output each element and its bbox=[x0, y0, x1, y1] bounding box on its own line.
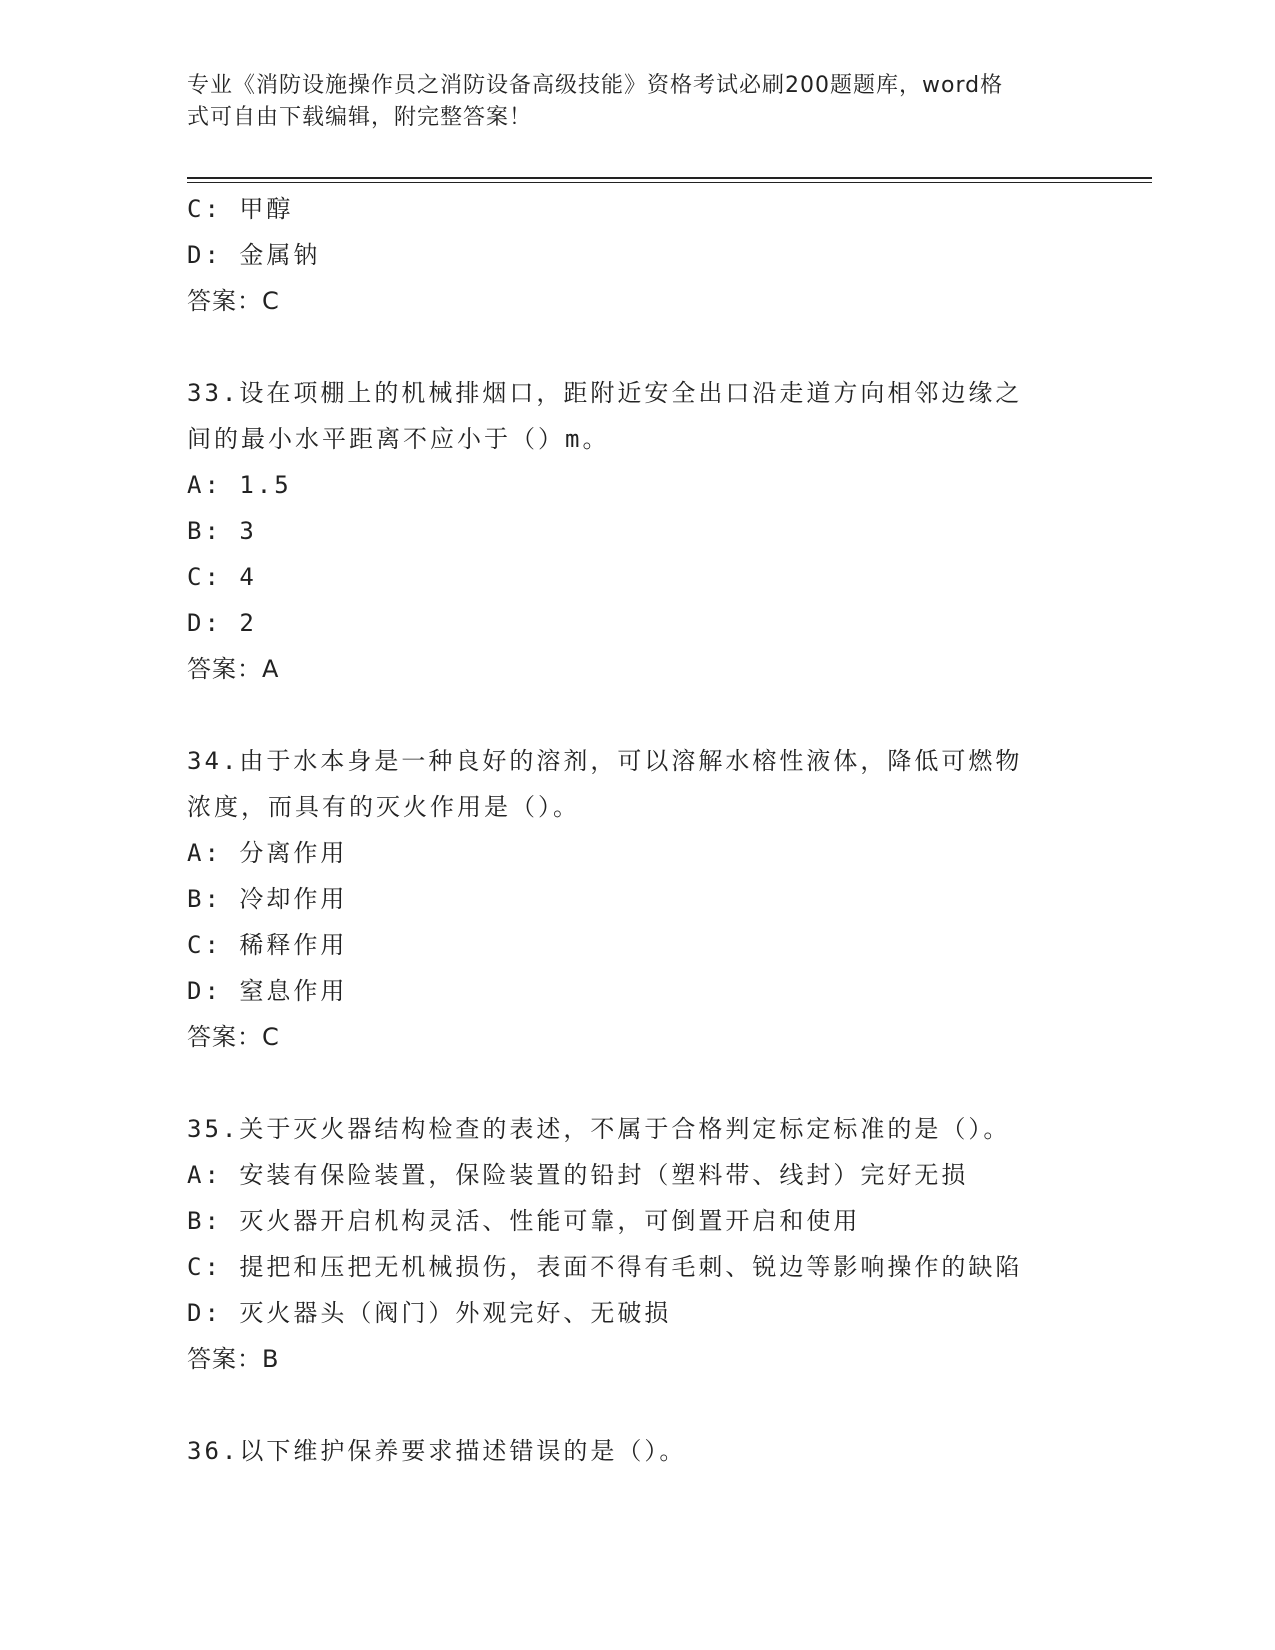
option-line: C: 稀释作用 bbox=[187, 931, 348, 959]
option-line: D: 金属钠 bbox=[187, 241, 321, 269]
option-line: C: 甲醇 bbox=[187, 195, 294, 223]
option-line: C: 4 bbox=[187, 563, 257, 591]
option-line: C: 提把和压把无机械损伤，表面不得有毛刺、锐边等影响操作的缺陷 bbox=[187, 1253, 1023, 1281]
option-line: D: 窒息作用 bbox=[187, 977, 348, 1005]
option-line: B: 冷却作用 bbox=[187, 885, 348, 913]
question-stem: 35.关于灭火器结构检查的表述，不属于合格判定标定标准的是（）。 bbox=[187, 1115, 1011, 1143]
option-line: D: 灭火器头（阀门）外观完好、无破损 bbox=[187, 1299, 672, 1327]
question-stem: 间的最小水平距离不应小于（）m。 bbox=[187, 425, 610, 453]
question-stem: 33.设在项棚上的机械排烟口，距附近安全出口沿走道方向相邻边缘之 bbox=[187, 379, 1023, 407]
question-content bbox=[187, 186, 1087, 1474]
question-stem: 36.以下维护保养要求描述错误的是（）。 bbox=[187, 1437, 687, 1465]
header-rule-thin bbox=[187, 182, 1152, 183]
header-line-1: 专业《消防设施操作员之消防设备高级技能》资格考试必刷200题题库，word格 bbox=[187, 73, 1004, 98]
option-line: D: 2 bbox=[187, 609, 257, 637]
answer-line: 答案：C bbox=[187, 287, 280, 315]
question-stem: 浓度，而具有的灭火作用是（）。 bbox=[187, 793, 580, 821]
option-line: B: 灭火器开启机构灵活、性能可靠，可倒置开启和使用 bbox=[187, 1207, 861, 1235]
option-line: B: 3 bbox=[187, 517, 257, 545]
option-line: A: 分离作用 bbox=[187, 839, 348, 867]
answer-line: 答案：C bbox=[187, 1023, 280, 1051]
option-line: A: 安装有保险装置，保险装置的铅封（塑料带、线封）完好无损 bbox=[187, 1161, 969, 1189]
page-header bbox=[187, 70, 1067, 134]
question-stem: 34.由于水本身是一种良好的溶剂，可以溶解水榕性液体，降低可燃物 bbox=[187, 747, 1023, 775]
answer-line: 答案：A bbox=[187, 655, 280, 683]
option-line: A: 1.5 bbox=[187, 471, 292, 499]
answer-line: 答案：B bbox=[187, 1345, 280, 1373]
header-line-2: 式可自由下载编辑，附完整答案！ bbox=[187, 105, 533, 130]
header-rule-thick bbox=[187, 177, 1152, 179]
